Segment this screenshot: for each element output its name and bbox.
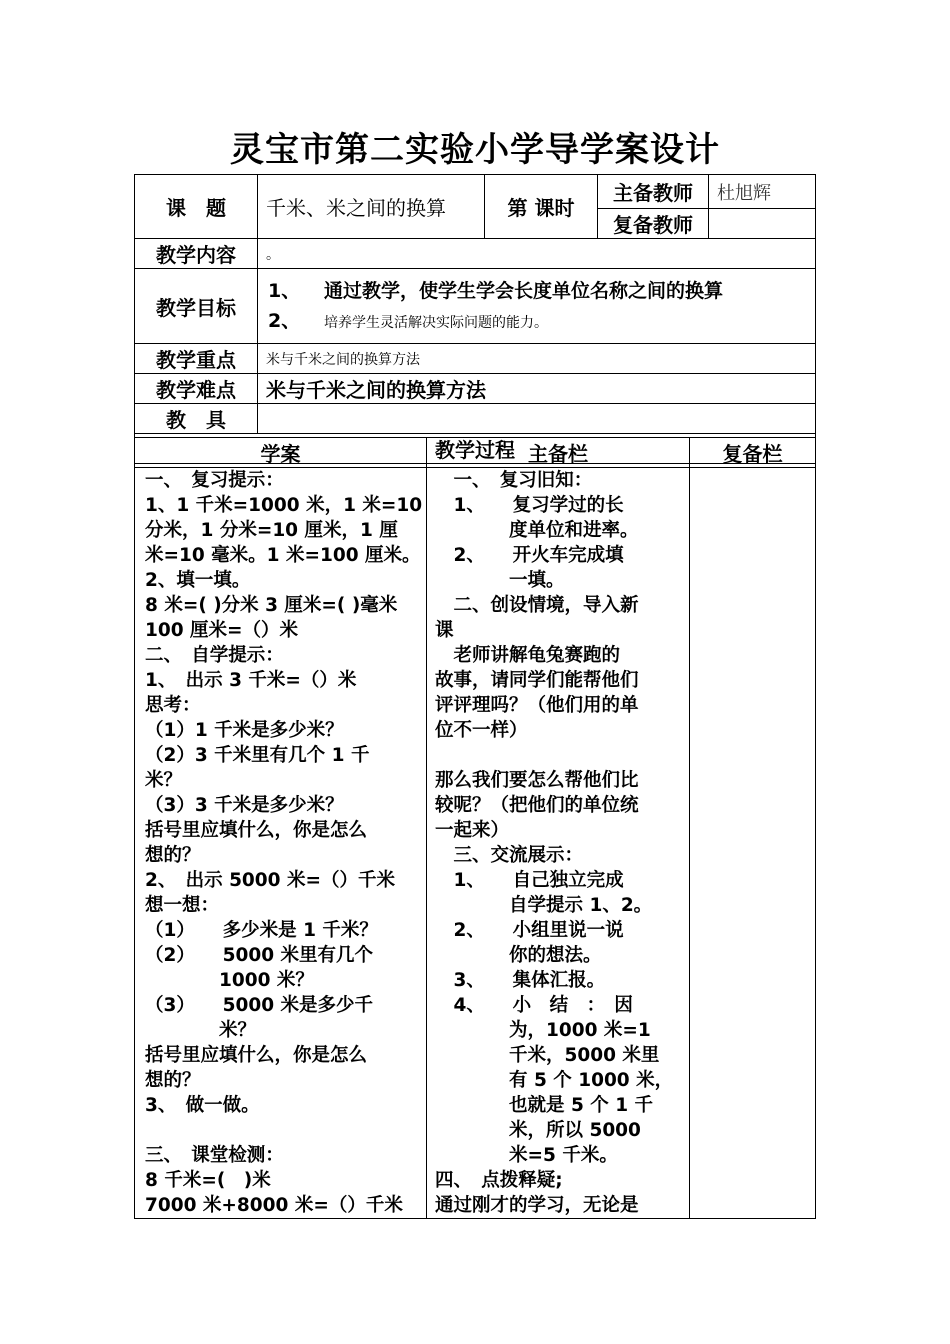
- study-line: 想的？: [145, 1070, 201, 1091]
- goal-2-number: 2、: [268, 310, 301, 332]
- key-point-value: 米与千米之间的换算方法: [258, 344, 816, 374]
- main-line: 1、 复习学过的长: [435, 495, 624, 516]
- main-line: 一起来）: [435, 820, 510, 841]
- tools-value: [258, 404, 816, 434]
- main-line: 度单位和进率。: [435, 520, 639, 541]
- study-line: 8 米=( )分米 3 厘米=( )毫米: [145, 595, 398, 616]
- main-teacher-value: 杜旭辉: [709, 175, 816, 209]
- main-line: 一、 复习旧知：: [435, 470, 593, 491]
- study-line: 想一想：: [145, 895, 220, 916]
- main-line: 位不一样）: [435, 720, 528, 741]
- study-line: 1、 出示 3 千米=（）米: [145, 670, 357, 691]
- main-line: 四、 点拨释疑;: [435, 1170, 563, 1191]
- main-line: 你的想法。: [435, 945, 602, 966]
- tools-label: 教 具: [135, 404, 258, 434]
- study-line: （2） 5000 米里有几个: [145, 945, 374, 966]
- goal-1-number: 1、: [268, 280, 301, 302]
- goal-2-text: 培养学生灵活解决实际问题的能力。: [324, 315, 548, 331]
- goals-label: 教学目标: [135, 269, 258, 344]
- main-line: 故事，请同学们能帮他们: [435, 670, 639, 691]
- main-line: 2、 小组里说一说: [435, 920, 624, 941]
- study-line: 括号里应填什么，你是怎么: [145, 1045, 368, 1066]
- study-line: 想的？: [145, 845, 201, 866]
- main-line: 为，1000 米=1: [435, 1020, 651, 1041]
- main-line: 1、 自己独立完成: [435, 870, 624, 891]
- study-line: （3）3 千米是多少米？: [145, 795, 344, 816]
- lesson-info-table: [134, 174, 816, 464]
- main-line: 有 5 个 1000 米，: [435, 1070, 674, 1091]
- main-line: 较呢？（把他们的单位统: [435, 795, 639, 816]
- main-teacher-label: 主备教师: [598, 175, 709, 209]
- study-line: 100 厘米=（）米: [145, 620, 299, 641]
- content-label: 教学内容: [135, 239, 258, 269]
- column-header-review: 复备栏: [690, 438, 816, 468]
- study-line: 三、 课堂检测：: [145, 1145, 284, 1166]
- key-point-label: 教学重点: [135, 344, 258, 374]
- study-line: （3） 5000 米是多少千: [145, 995, 374, 1016]
- topic-value: 千米、米之间的换算: [258, 175, 485, 239]
- study-line: （1）1 千米是多少米？: [145, 720, 344, 741]
- main-line: 通过刚才的学习，无论是: [435, 1195, 639, 1216]
- main-line: 评评理吗？（他们用的单: [435, 695, 639, 716]
- study-line: 二、 自学提示：: [145, 645, 284, 666]
- study-line: 8 千米=( )米: [145, 1170, 271, 1191]
- main-line: [435, 743, 689, 768]
- goal-1: [258, 276, 815, 306]
- main-line: 课: [435, 620, 454, 641]
- main-line: 也就是 5 个 1 千: [435, 1095, 654, 1116]
- study-line: 1000 米？: [145, 970, 314, 991]
- study-column: [135, 468, 427, 1219]
- study-line: 思考：: [145, 695, 201, 716]
- study-line: 括号里应填什么，你是怎么: [145, 820, 368, 841]
- main-line: 那么我们要怎么帮他们比: [435, 770, 639, 791]
- review-column: [690, 468, 816, 1219]
- main-line: 自学提示 1、2。: [435, 895, 653, 916]
- process-title: 教学过程: [135, 434, 816, 464]
- main-line: 4、 小 结 ： 因: [435, 995, 633, 1016]
- topic-label: 课 题: [135, 175, 258, 239]
- review-teacher-label: 复备教师: [598, 209, 709, 239]
- study-line: [145, 1118, 426, 1143]
- main-line: 老师讲解龟兔赛跑的: [435, 645, 621, 666]
- main-line: 2、 开火车完成填: [435, 545, 624, 566]
- difficulty-value: 米与千米之间的换算方法: [258, 374, 816, 404]
- study-line: 2、 出示 5000 米=（）千米: [145, 870, 395, 891]
- main-line: 二、创设情境，导入新: [435, 595, 639, 616]
- main-line: 三、交流展示：: [435, 845, 584, 866]
- study-line: 3、 做一做。: [145, 1095, 260, 1116]
- goal-1-text: 通过教学，使学生学会长度单位名称之间的换算: [324, 280, 724, 302]
- goals-cell: [258, 269, 816, 344]
- study-line: 米？: [145, 770, 183, 791]
- study-line: 分米，1 分米=10 厘米，1 厘: [145, 520, 398, 541]
- page-title: 灵宝市第二实验小学导学案设计: [230, 130, 720, 170]
- main-line: 3、 集体汇报。: [435, 970, 606, 991]
- study-line: （2）3 千米里有几个 1 千: [145, 745, 370, 766]
- study-line: （1） 多少米是 1 千米？: [145, 920, 378, 941]
- main-line: 米=5 千米。: [435, 1145, 618, 1166]
- column-header-study: 学案: [135, 438, 427, 468]
- study-line: 米=10 毫米。1 米=100 厘米。: [145, 545, 421, 566]
- difficulty-label: 教学难点: [135, 374, 258, 404]
- goal-2: [258, 306, 815, 336]
- main-line: 一填。: [435, 570, 565, 591]
- study-line: 7000 米+8000 米=（）千米: [145, 1195, 403, 1216]
- main-line: 米，所以 5000: [435, 1120, 641, 1141]
- main-line: 千米，5000 米里: [435, 1045, 660, 1066]
- content-value: 。: [258, 239, 816, 269]
- column-header-main: 主备栏: [427, 438, 690, 468]
- study-line: 一、 复习提示：: [145, 470, 284, 491]
- main-column: [427, 468, 690, 1219]
- study-line: 2、填一填。: [145, 570, 251, 591]
- study-line: 1、1 千米=1000 米，1 米=10: [145, 495, 423, 516]
- review-teacher-value: [709, 209, 816, 239]
- study-line: 米？: [145, 1020, 257, 1041]
- period-label: 第 课时: [485, 175, 598, 239]
- process-table: [134, 437, 816, 1219]
